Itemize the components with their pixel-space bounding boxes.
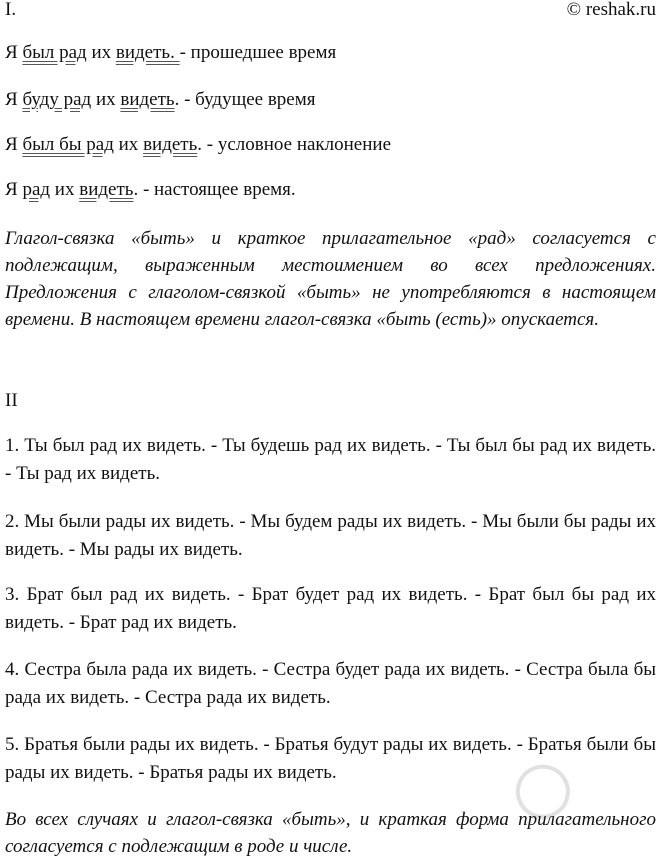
example-item: 2. Мы были рады их видеть. - Мы будем рады их видеть. - Мы были бы рады их видеть. - Мы рады их видеть. — [5, 511, 656, 560]
infinitive-underlined: видеть. — [115, 42, 180, 63]
example-item: 3. Брат был рад их видеть. - Брат будет рад их видеть. - Брат был бы рад их видеть. - Брат рад их видеть. — [5, 584, 656, 633]
example-item: 5. Братья были рады их видеть. - Братья будут рады их видеть. - Братья были бы рады их видеть. - Братья рады их видеть. — [5, 734, 656, 783]
predicate-underlined: буду рад — [22, 89, 92, 110]
example-item: 1. Ты был рад их видеть. - Ты будешь рад их видеть. - Ты был бы рад их видеть. - Ты рад их видеть. — [5, 435, 656, 484]
predicate-underlined: рад — [22, 179, 51, 200]
copyright-text: © reshak.ru — [566, 0, 656, 20]
sentence-line: Я был рад их видеть. - прошедшее время — [5, 42, 337, 63]
section-number-2: II — [5, 390, 18, 411]
grammar-note: Глагол-связка «быть» и краткое прилагательное «рад» согласуется с подлежащим, выраженным местоимением во всех предложениях. Предложения с глаголом-связкой «быть» не употребляются в настоящем времени. В настоящем времени глагол-связка «быть (есть)» опускается. — [5, 228, 656, 330]
infinitive-underlined: видеть — [143, 134, 198, 155]
sentence-line: Я был бы рад их видеть. - условное наклонение — [5, 134, 392, 155]
sentence-line: Я рад их видеть. - настоящее время. — [5, 179, 296, 200]
conclusion-note: Во всех случаях и глагол-связка «быть», и краткая форма прилагательного согласуется с подлежащим в роде и числе. — [5, 809, 656, 857]
section-number-1: I. — [5, 0, 17, 20]
page-header — [5, 0, 656, 23]
predicate-underlined: был рад — [22, 42, 87, 63]
infinitive-underlined: видеть — [120, 89, 175, 110]
sentence-line: Я буду рад их видеть. - будущее время — [5, 89, 316, 110]
predicate-underlined: был бы рад — [22, 134, 114, 155]
infinitive-underlined: видеть — [79, 179, 134, 200]
example-item: 4. Сестра была рада их видеть. - Сестра будет рада их видеть. - Сестра была бы рада их видеть. - Сестра рада их видеть. — [5, 659, 656, 708]
